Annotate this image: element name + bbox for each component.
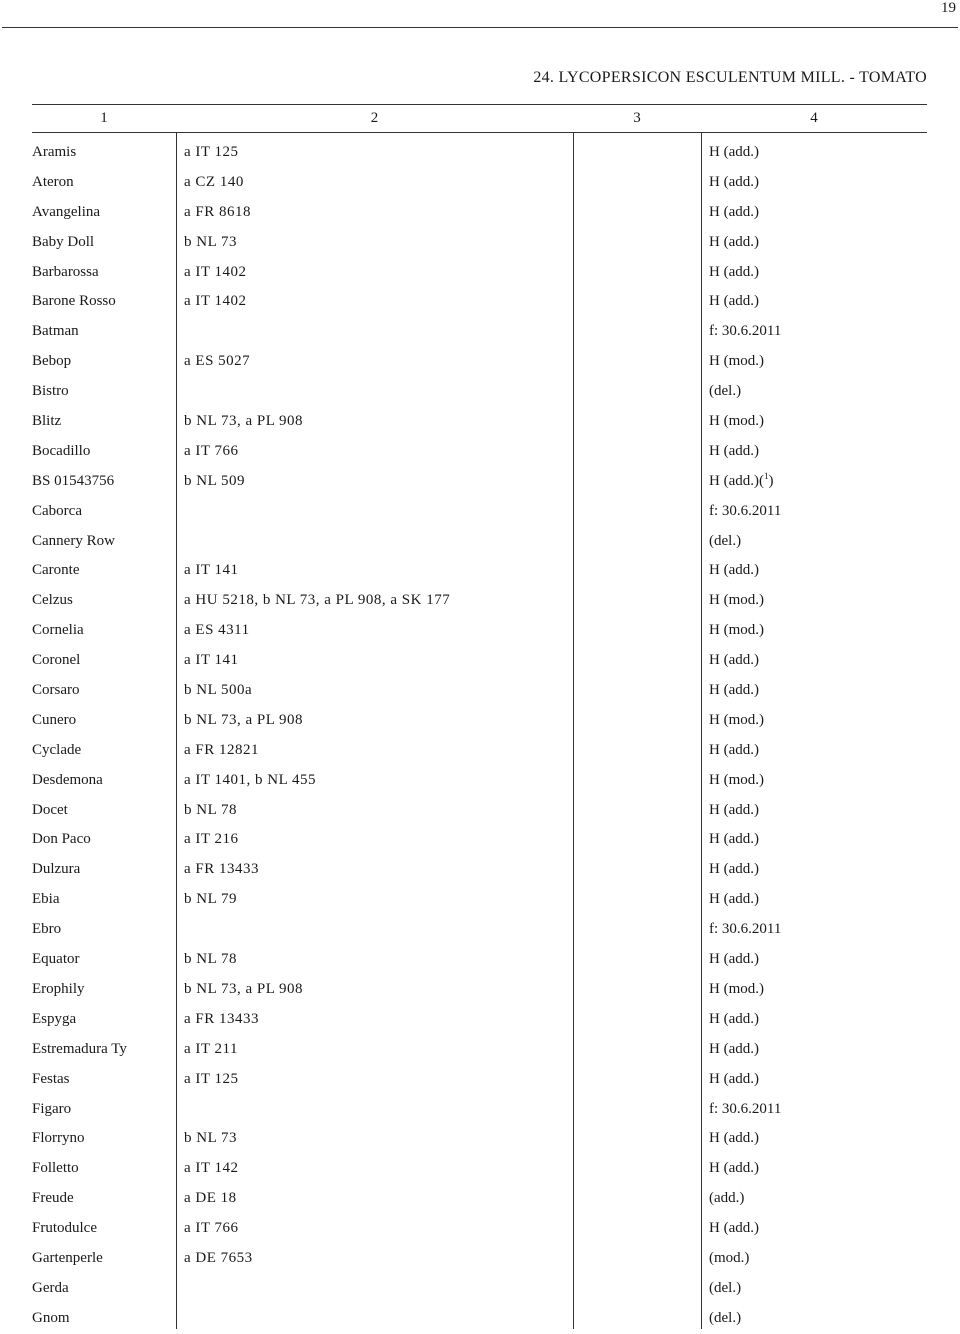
table-row: [32, 825, 927, 855]
status-text: f: 30.6.2011: [709, 502, 782, 519]
status-entry: [709, 586, 764, 616]
status-text: f: 30.6.2011: [709, 323, 782, 340]
maintainer-reference: b NL 73, a PL 908: [184, 413, 304, 430]
status-text: f: 30.6.2011: [709, 921, 782, 938]
table-row: [32, 377, 927, 407]
variety-table: [32, 104, 927, 1329]
table-row: [32, 1124, 927, 1154]
status-entry: [709, 556, 759, 586]
maintainer-reference: b NL 73, a PL 908: [184, 980, 304, 997]
table-row: [32, 855, 927, 885]
status-text: H (add.): [709, 741, 759, 758]
status-entry: [709, 437, 759, 467]
status-text: H (add.): [709, 652, 759, 669]
footnote-ref: ($^1$): [758, 470, 774, 489]
table-body: [32, 138, 927, 1334]
table-row: [32, 646, 927, 676]
table-row: [32, 1184, 927, 1214]
table-row: [32, 1304, 927, 1334]
variety-name: Batman: [32, 323, 79, 340]
maintainer-reference: a DE 18: [184, 1190, 237, 1207]
table-row: [32, 945, 927, 975]
header-rule: [2, 27, 958, 28]
variety-name: Cornelia: [32, 622, 84, 639]
variety-name: Folletto: [32, 1160, 79, 1177]
variety-name: Coronel: [32, 652, 81, 669]
status-entry: [709, 258, 759, 288]
table-row: [32, 1095, 927, 1125]
maintainer-reference: a IT 142: [184, 1160, 239, 1177]
variety-name: Cannery Row: [32, 532, 115, 549]
status-entry: [709, 497, 781, 527]
variety-name: Ateron: [32, 173, 74, 190]
status-text: H (add.): [709, 951, 759, 968]
status-text: (add.): [709, 1190, 745, 1207]
status-text: H (mod.): [709, 771, 764, 788]
variety-name: Freude: [32, 1190, 74, 1207]
maintainer-reference: b NL 78: [184, 801, 237, 818]
status-text: H (add.): [709, 1160, 759, 1177]
status-text: (mod.): [709, 1249, 750, 1266]
status-entry: [709, 168, 759, 198]
status-entry: [709, 945, 759, 975]
status-entry: [709, 1005, 759, 1035]
variety-name: Caronte: [32, 562, 80, 579]
variety-name: Docet: [32, 801, 68, 818]
variety-name: Estremadura Ty: [32, 1040, 127, 1057]
maintainer-reference: b NL 73: [184, 233, 237, 250]
table-row: [32, 527, 927, 557]
status-text: H (add.): [709, 173, 759, 190]
variety-name: BS 01543756: [32, 472, 115, 489]
section-title: 24. LYCOPERSICON ESCULENTUM MILL. - TOMATO: [533, 69, 927, 86]
status-entry: [709, 1154, 759, 1184]
variety-name: Barbarossa: [32, 263, 99, 280]
status-text: H (add.): [709, 1070, 759, 1087]
maintainer-reference: a IT 141: [184, 562, 239, 579]
column-header-1: 1: [32, 104, 176, 133]
status-entry: [709, 228, 759, 258]
status-text: H (add.): [709, 1040, 759, 1057]
status-entry: [709, 676, 759, 706]
table-row: [32, 138, 927, 168]
status-text: H (add.): [709, 801, 759, 818]
maintainer-reference: a ES 4311: [184, 622, 250, 639]
status-entry: [709, 527, 741, 557]
variety-name: Celzus: [32, 592, 73, 609]
table-row: [32, 766, 927, 796]
table-row: [32, 228, 927, 258]
status-entry: [709, 467, 773, 497]
status-entry: [709, 407, 764, 437]
status-text: H (mod.): [709, 980, 764, 997]
status-text: H (mod.): [709, 711, 764, 728]
table-row: [32, 437, 927, 467]
maintainer-reference: a FR 13433: [184, 1010, 260, 1027]
column-header-3: 3: [573, 104, 701, 133]
variety-name: Erophily: [32, 980, 85, 997]
variety-name: Festas: [32, 1070, 70, 1087]
variety-name: Ebia: [32, 891, 60, 908]
footnote-number: 1: [763, 470, 769, 481]
status-text: H (mod.): [709, 353, 764, 370]
variety-name: Caborca: [32, 502, 82, 519]
table-row: [32, 347, 927, 377]
maintainer-reference: a IT 1402: [184, 293, 247, 310]
table-row: [32, 915, 927, 945]
table-row: [32, 317, 927, 347]
status-entry: [709, 1274, 741, 1304]
status-entry: [709, 138, 759, 168]
status-entry: [709, 347, 764, 377]
status-entry: [709, 198, 759, 228]
variety-name: Florryno: [32, 1130, 85, 1147]
maintainer-reference: a IT 216: [184, 831, 239, 848]
status-text: f: 30.6.2011: [709, 1100, 782, 1117]
status-entry: [709, 796, 759, 826]
maintainer-reference: a FR 8618: [184, 203, 252, 220]
status-entry: [709, 1124, 759, 1154]
table-row: [32, 1214, 927, 1244]
table-row: [32, 1244, 927, 1274]
status-entry: [709, 1214, 759, 1244]
table-row: [32, 1274, 927, 1304]
maintainer-reference: a IT 141: [184, 652, 239, 669]
maintainer-reference: a IT 125: [184, 1070, 239, 1087]
table-row: [32, 1065, 927, 1095]
variety-name: Desdemona: [32, 771, 103, 788]
variety-name: Bocadillo: [32, 442, 91, 459]
status-entry: [709, 915, 781, 945]
table-row: [32, 287, 927, 317]
table-row: [32, 198, 927, 228]
table-row: [32, 975, 927, 1005]
status-entry: [709, 766, 764, 796]
maintainer-reference: a IT 211: [184, 1040, 238, 1057]
maintainer-reference: a IT 766: [184, 442, 239, 459]
maintainer-reference: a FR 13433: [184, 861, 260, 878]
status-text: (del.): [709, 532, 742, 549]
table-row: [32, 885, 927, 915]
variety-name: Gnom: [32, 1309, 70, 1326]
status-text: H (add.): [709, 293, 759, 310]
status-text: H (add.): [709, 891, 759, 908]
table-row: [32, 1035, 927, 1065]
status-text: (del.): [709, 1279, 742, 1296]
status-entry: [709, 377, 741, 407]
variety-name: Cunero: [32, 711, 77, 728]
variety-name: Aramis: [32, 144, 77, 160]
status-entry: [709, 1244, 749, 1274]
table-row: [32, 1154, 927, 1184]
status-text: H (add.): [709, 442, 759, 459]
table-row: [32, 676, 927, 706]
status-text: H (mod.): [709, 592, 764, 609]
variety-name: Ebro: [32, 921, 62, 938]
status-entry: [709, 1304, 741, 1334]
status-text: H (add.): [709, 682, 759, 699]
maintainer-reference: a ES 5027: [184, 353, 251, 370]
maintainer-reference: a FR 12821: [184, 741, 260, 758]
status-text: H (add.): [709, 203, 759, 220]
page-number: 19: [941, 0, 956, 16]
variety-name: Baby Doll: [32, 233, 95, 250]
status-entry: [709, 616, 764, 646]
maintainer-reference: a IT 1401, b NL 455: [184, 771, 316, 788]
column-header-2: 2: [176, 104, 573, 133]
variety-name: Don Paco: [32, 831, 91, 848]
variety-name: Equator: [32, 951, 80, 968]
status-entry: [709, 1035, 759, 1065]
table-row: [32, 706, 927, 736]
table-row: [32, 407, 927, 437]
status-text: H (add.): [709, 1220, 759, 1237]
table-row: [32, 556, 927, 586]
status-entry: [709, 1065, 759, 1095]
status-text: H (add.): [709, 861, 759, 878]
status-text: H (add.): [709, 233, 759, 250]
status-text: H (add.): [709, 1010, 759, 1027]
maintainer-reference: a DE 7653: [184, 1249, 253, 1266]
variety-name: Cyclade: [32, 741, 82, 758]
status-entry: [709, 885, 759, 915]
table-row: [32, 168, 927, 198]
table-row: [32, 258, 927, 288]
status-entry: [709, 975, 764, 1005]
variety-name: Avangelina: [32, 203, 101, 220]
variety-name: Bistro: [32, 383, 69, 400]
variety-name: Frutodulce: [32, 1220, 97, 1237]
variety-name: Figaro: [32, 1100, 72, 1117]
status-entry: [709, 825, 759, 855]
table-row: [32, 736, 927, 766]
variety-name: Blitz: [32, 413, 62, 430]
table-row: [32, 467, 927, 497]
maintainer-reference: a CZ 140: [184, 173, 244, 190]
status-entry: [709, 287, 759, 317]
status-text: (del.): [709, 383, 742, 400]
status-text: H (mod.): [709, 413, 764, 430]
status-text: H (add.): [709, 562, 759, 579]
variety-name: Gerda: [32, 1279, 69, 1296]
status-entry: [709, 1095, 781, 1125]
maintainer-reference: b NL 73, a PL 908: [184, 711, 304, 728]
maintainer-reference: a IT 125: [184, 144, 239, 160]
variety-name: Barone Rosso: [32, 293, 116, 310]
maintainer-reference: b NL 500a: [184, 682, 253, 699]
maintainer-reference: a HU 5218, b NL 73, a PL 908, a SK 177: [184, 592, 451, 609]
maintainer-reference: a IT 766: [184, 1220, 239, 1237]
status-text: (del.): [709, 1309, 742, 1326]
status-text: H (add.): [709, 1130, 759, 1147]
status-entry: [709, 855, 759, 885]
status-text: H (add.): [709, 831, 759, 848]
status-text: H (add.): [709, 144, 759, 160]
maintainer-reference: b NL 73: [184, 1130, 237, 1147]
column-header-4: 4: [701, 104, 927, 133]
table-row: [32, 616, 927, 646]
maintainer-reference: b NL 79: [184, 891, 237, 908]
variety-name: Corsaro: [32, 682, 80, 699]
table-row: [32, 586, 927, 616]
maintainer-reference: b NL 78: [184, 951, 237, 968]
status-text: H (mod.): [709, 622, 764, 639]
maintainer-reference: a IT 1402: [184, 263, 247, 280]
table-row: [32, 497, 927, 527]
status-entry: [709, 646, 759, 676]
table-row: [32, 796, 927, 826]
table-row: [32, 1005, 927, 1035]
maintainer-reference: b NL 509: [184, 472, 245, 489]
status-entry: [709, 736, 759, 766]
status-text: H (add.): [709, 472, 759, 489]
status-entry: [709, 1184, 744, 1214]
variety-name: Bebop: [32, 353, 72, 370]
variety-name: Gartenperle: [32, 1249, 103, 1266]
status-text: H (add.): [709, 263, 759, 280]
variety-name: Espyga: [32, 1010, 77, 1027]
status-entry: [709, 706, 764, 736]
variety-name: Dulzura: [32, 861, 81, 878]
status-entry: [709, 317, 781, 347]
